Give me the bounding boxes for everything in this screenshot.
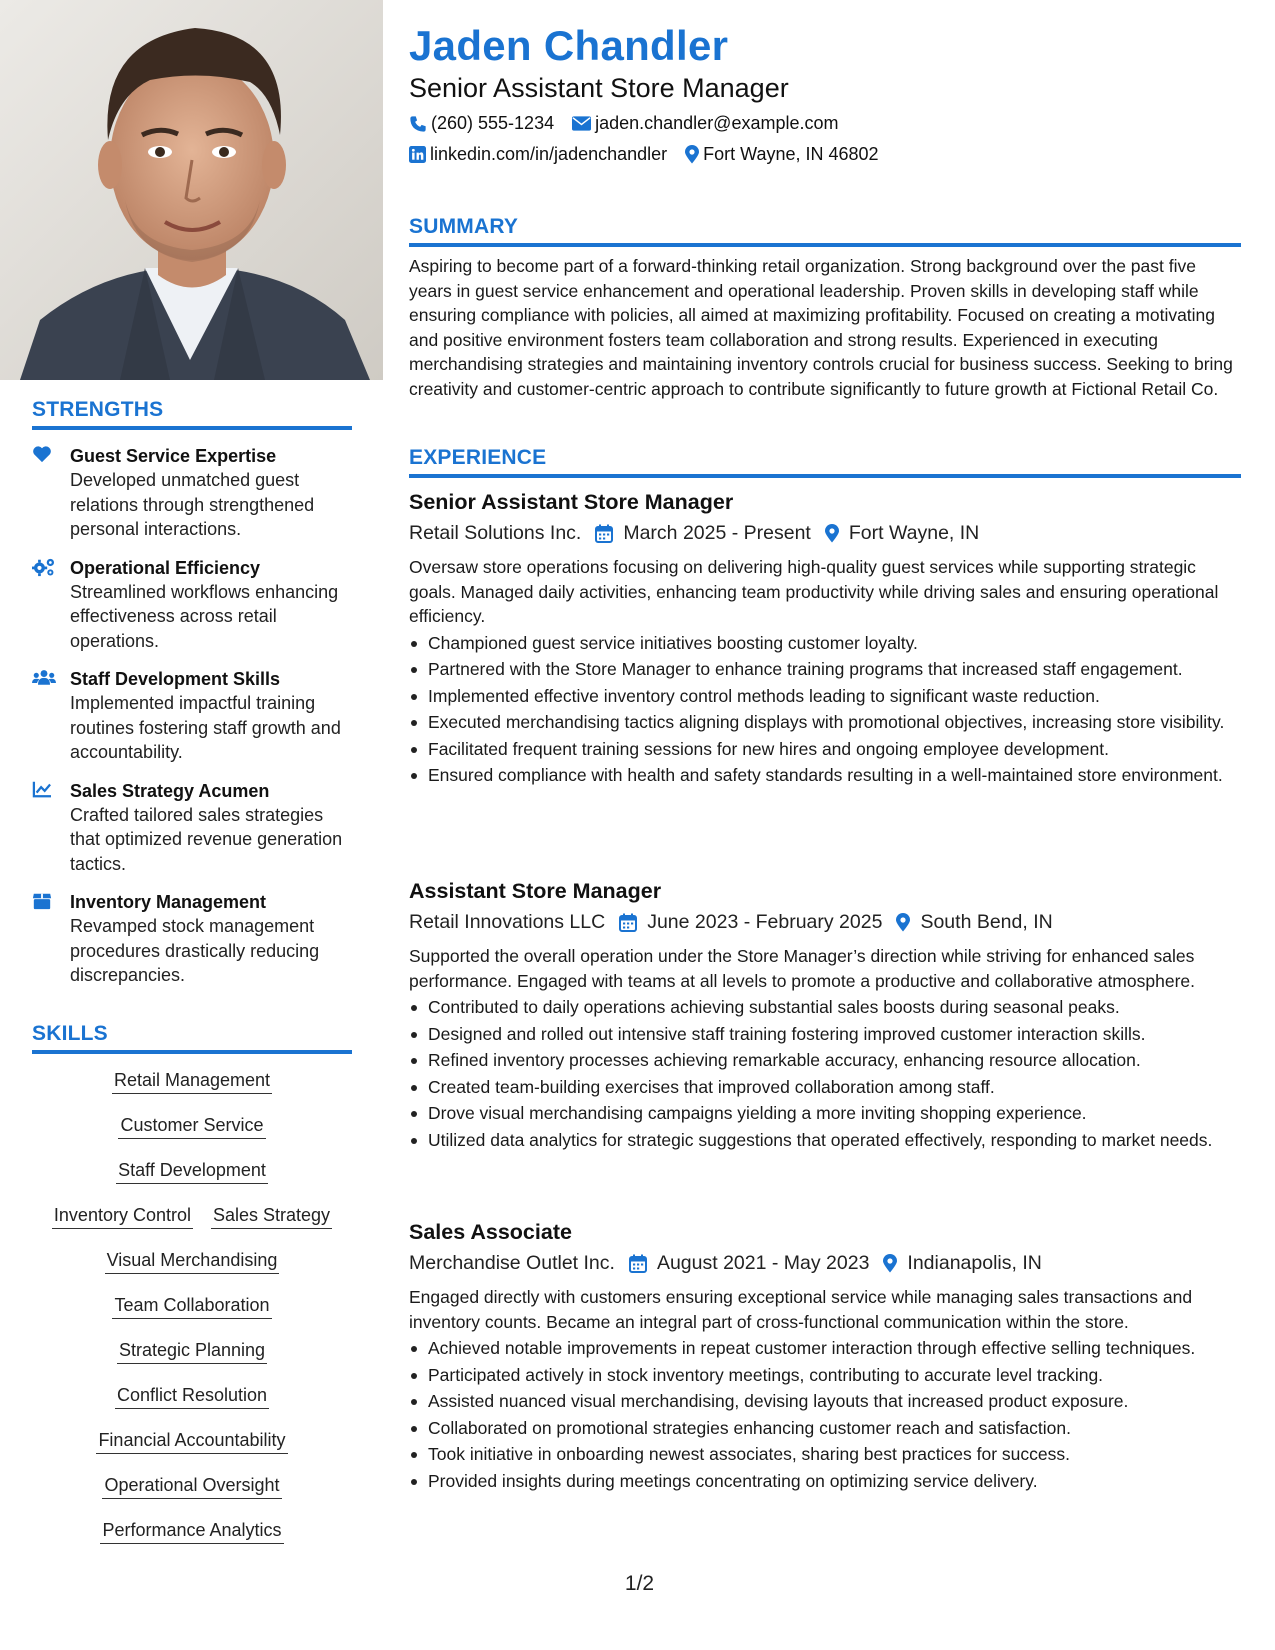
bullet-item: Partnered with the Store Manager to enhance training programs that increased staff engagement. [409,657,1241,682]
bullet-item: Achieved notable improvements in repeat customer interaction through effective selling techniques. [409,1336,1241,1361]
calendar-icon [595,524,613,543]
linkedin-icon [409,146,426,163]
bullet-item: Executed merchandising tactics aligning displays with promotional objectives, increasing store visibility. [409,710,1241,735]
bullet-item: Created team-building exercises that improved collaboration among staff. [409,1075,1241,1100]
skill-tag: Strategic Planning [117,1338,267,1364]
contact-row [409,113,839,134]
job-company: Merchandise Outlet Inc. [409,1252,615,1274]
page-number [0,1572,1275,1596]
calendar-icon [629,1254,647,1273]
job-bullets [409,631,1241,788]
contact-phone[interactable] [409,113,554,134]
summary-heading: SUMMARY [409,215,1241,247]
summary-section [409,215,1241,401]
summary-text: Aspiring to become part of a forward-thinking retail organization. Strong background over the past five years in guest service enhancement and operational leadership. Proven skills in developing staff while ensuring compliance with policies, all aimed at maximizing profitability. Focused on creating a motivating and positive environment fosters team collaboration and strong results. Experienced in executing merchandising strategies and maintaining inventory controls crucial for business success. Seeking to bring creativity and customer-centric approach to contribute significantly to future growth at Fictional Retail Co. [409,256,1233,399]
experience-section [409,446,1241,478]
job-entry [409,1220,1241,1493]
skill-tag: Performance Analytics [100,1518,283,1544]
job-title: Sales Associate [409,1220,572,1244]
map-pin-icon [896,913,910,932]
contact-text: Fort Wayne, IN 46802 [703,144,879,164]
strength-title: Operational Efficiency [70,557,261,578]
users-icon [32,667,70,765]
strength-desc: Crafted tailored sales strategies that optimized revenue generation tactics. [70,804,343,874]
contact-email[interactable] [572,113,838,134]
strength-item [32,890,352,988]
map-pin-icon [685,145,699,164]
contact-location [685,144,878,165]
skill-tag: Staff Development [116,1158,268,1184]
heart-icon [32,444,70,542]
bullet-item: Ensured compliance with health and safety standards resulting in a well-maintained store environment. [409,763,1241,788]
box-icon [32,890,70,988]
strength-title: Staff Development Skills [70,669,281,689]
bullet-item: Contributed to daily operations achieving substantial sales boosts during seasonal peaks. [409,995,1241,1020]
job-description: Engaged directly with customers ensuring exceptional service while managing sales transactions and inventory counts. Became an integral part of cross-functional communication within the store. [409,1287,1193,1332]
map-pin-icon [883,1254,897,1273]
strengths-heading: STRENGTHS [32,398,352,430]
profile-photo [0,0,383,380]
sidebar [0,0,383,1650]
bullet-item: Provided insights during meetings concentrating on optimizing service delivery. [409,1469,1241,1494]
job-dates: August 2021 - May 2023 [656,1252,870,1274]
skills-section [32,1022,352,1563]
strength-item [32,556,352,654]
strength-title: Guest Service Expertise [70,446,277,466]
job-bullets [409,1336,1241,1493]
strength-item [32,667,352,765]
job-meta [409,1252,1241,1275]
job-title: Assistant Store Manager [409,879,662,903]
skill-tag: Sales Strategy [211,1203,332,1229]
strength-desc: Streamlined workflows enhancing effectiveness across retail operations. [70,581,339,651]
calendar-icon [619,913,637,932]
strength-desc: Revamped stock management procedures drastically reducing discrepancies. [70,916,320,985]
job-description: Oversaw store operations focusing on delivering high-quality guest services while supporting strategic goals. Managed daily activities, enhancing team productivity while driving sales and ensuring operational efficiency. [409,557,1219,626]
strength-item [32,444,352,542]
job-company: Retail Innovations LLC [409,911,606,933]
map-pin-icon [825,524,839,543]
job-dates: June 2023 - February 2025 [647,911,883,933]
bullet-item: Collaborated on promotional strategies enhancing customer reach and satisfaction. [409,1416,1241,1441]
skill-tag: Customer Service [118,1113,265,1139]
bullet-item: Facilitated frequent training sessions for new hires and ongoing employee development. [409,737,1241,762]
bullet-item: Took initiative in onboarding newest associates, sharing best practices for success. [409,1442,1241,1467]
bullet-item: Implemented effective inventory control methods leading to significant waste reduction. [409,684,1241,709]
bullet-item: Participated actively in stock inventory meetings, contributing to accurate level tracking. [409,1363,1241,1388]
bullet-item: Assisted nuanced visual merchandising, devising layouts that increased product exposure. [409,1389,1241,1414]
job-location: South Bend, IN [920,911,1053,933]
strengths-section [32,398,352,1002]
contact-text: linkedin.com/in/jadenchandler [430,144,668,164]
experience-heading: EXPERIENCE [409,446,1241,478]
skill-tag: Conflict Resolution [115,1383,269,1409]
strength-desc: Developed unmatched guest relations through strengthened personal interactions. [70,470,315,539]
envelope-icon [572,116,591,131]
job-meta [409,911,1241,934]
job-dates: March 2025 - Present [623,522,811,544]
contact-linkedin[interactable] [409,144,667,165]
contact-text: jaden.chandler@example.com [595,113,839,133]
bullet-item: Refined inventory processes achieving remarkable accuracy, enhancing resource allocation. [409,1048,1241,1073]
strength-title: Sales Strategy Acumen [70,780,270,801]
candidate-title: Senior Assistant Store Manager [409,73,789,103]
candidate-name: Jaden Chandler [409,22,729,69]
bullet-item: Championed guest service initiatives boosting customer loyalty. [409,631,1241,656]
bullet-item: Drove visual merchandising campaigns yielding a more inviting shopping experience. [409,1101,1241,1126]
skill-tag: Operational Oversight [102,1473,281,1499]
skills-heading: SKILLS [32,1022,352,1054]
strength-title: Inventory Management [70,892,267,912]
strength-desc: Implemented impactful training routines fostering staff growth and accountability. [70,693,341,762]
skill-tag: Visual Merchandising [105,1248,280,1274]
job-entry [409,490,1241,788]
page-number-text: 1/2 [624,1572,655,1595]
skill-tag: Financial Accountability [96,1428,287,1454]
bullet-item: Utilized data analytics for strategic suggestions that operated effectively, responding to market needs. [409,1128,1241,1153]
job-title: Senior Assistant Store Manager [409,490,734,514]
strength-item [32,779,352,877]
job-company: Retail Solutions Inc. [409,522,582,544]
job-bullets [409,995,1241,1152]
job-meta [409,522,1241,545]
job-location: Indianapolis, IN [907,1252,1042,1274]
skill-tag: Inventory Control [52,1203,193,1229]
skills-list [32,1068,352,1563]
job-description: Supported the overall operation under the Store Manager’s direction while striving for enhanced sales performance. Engaged with teams at all levels to promote a productive and collaborative atmosphere. [409,946,1195,991]
phone-icon [409,115,427,133]
contact-row [409,144,879,165]
skill-tag: Retail Management [112,1068,272,1094]
bullet-item: Designed and rolled out intensive staff training fostering improved customer interaction skills. [409,1022,1241,1047]
job-location: Fort Wayne, IN [848,522,980,544]
skill-tag: Team Collaboration [112,1293,271,1319]
job-entry [409,879,1241,1152]
gears-icon [32,556,70,654]
chart-line-icon [32,779,70,877]
contact-text: (260) 555-1234 [431,113,555,133]
